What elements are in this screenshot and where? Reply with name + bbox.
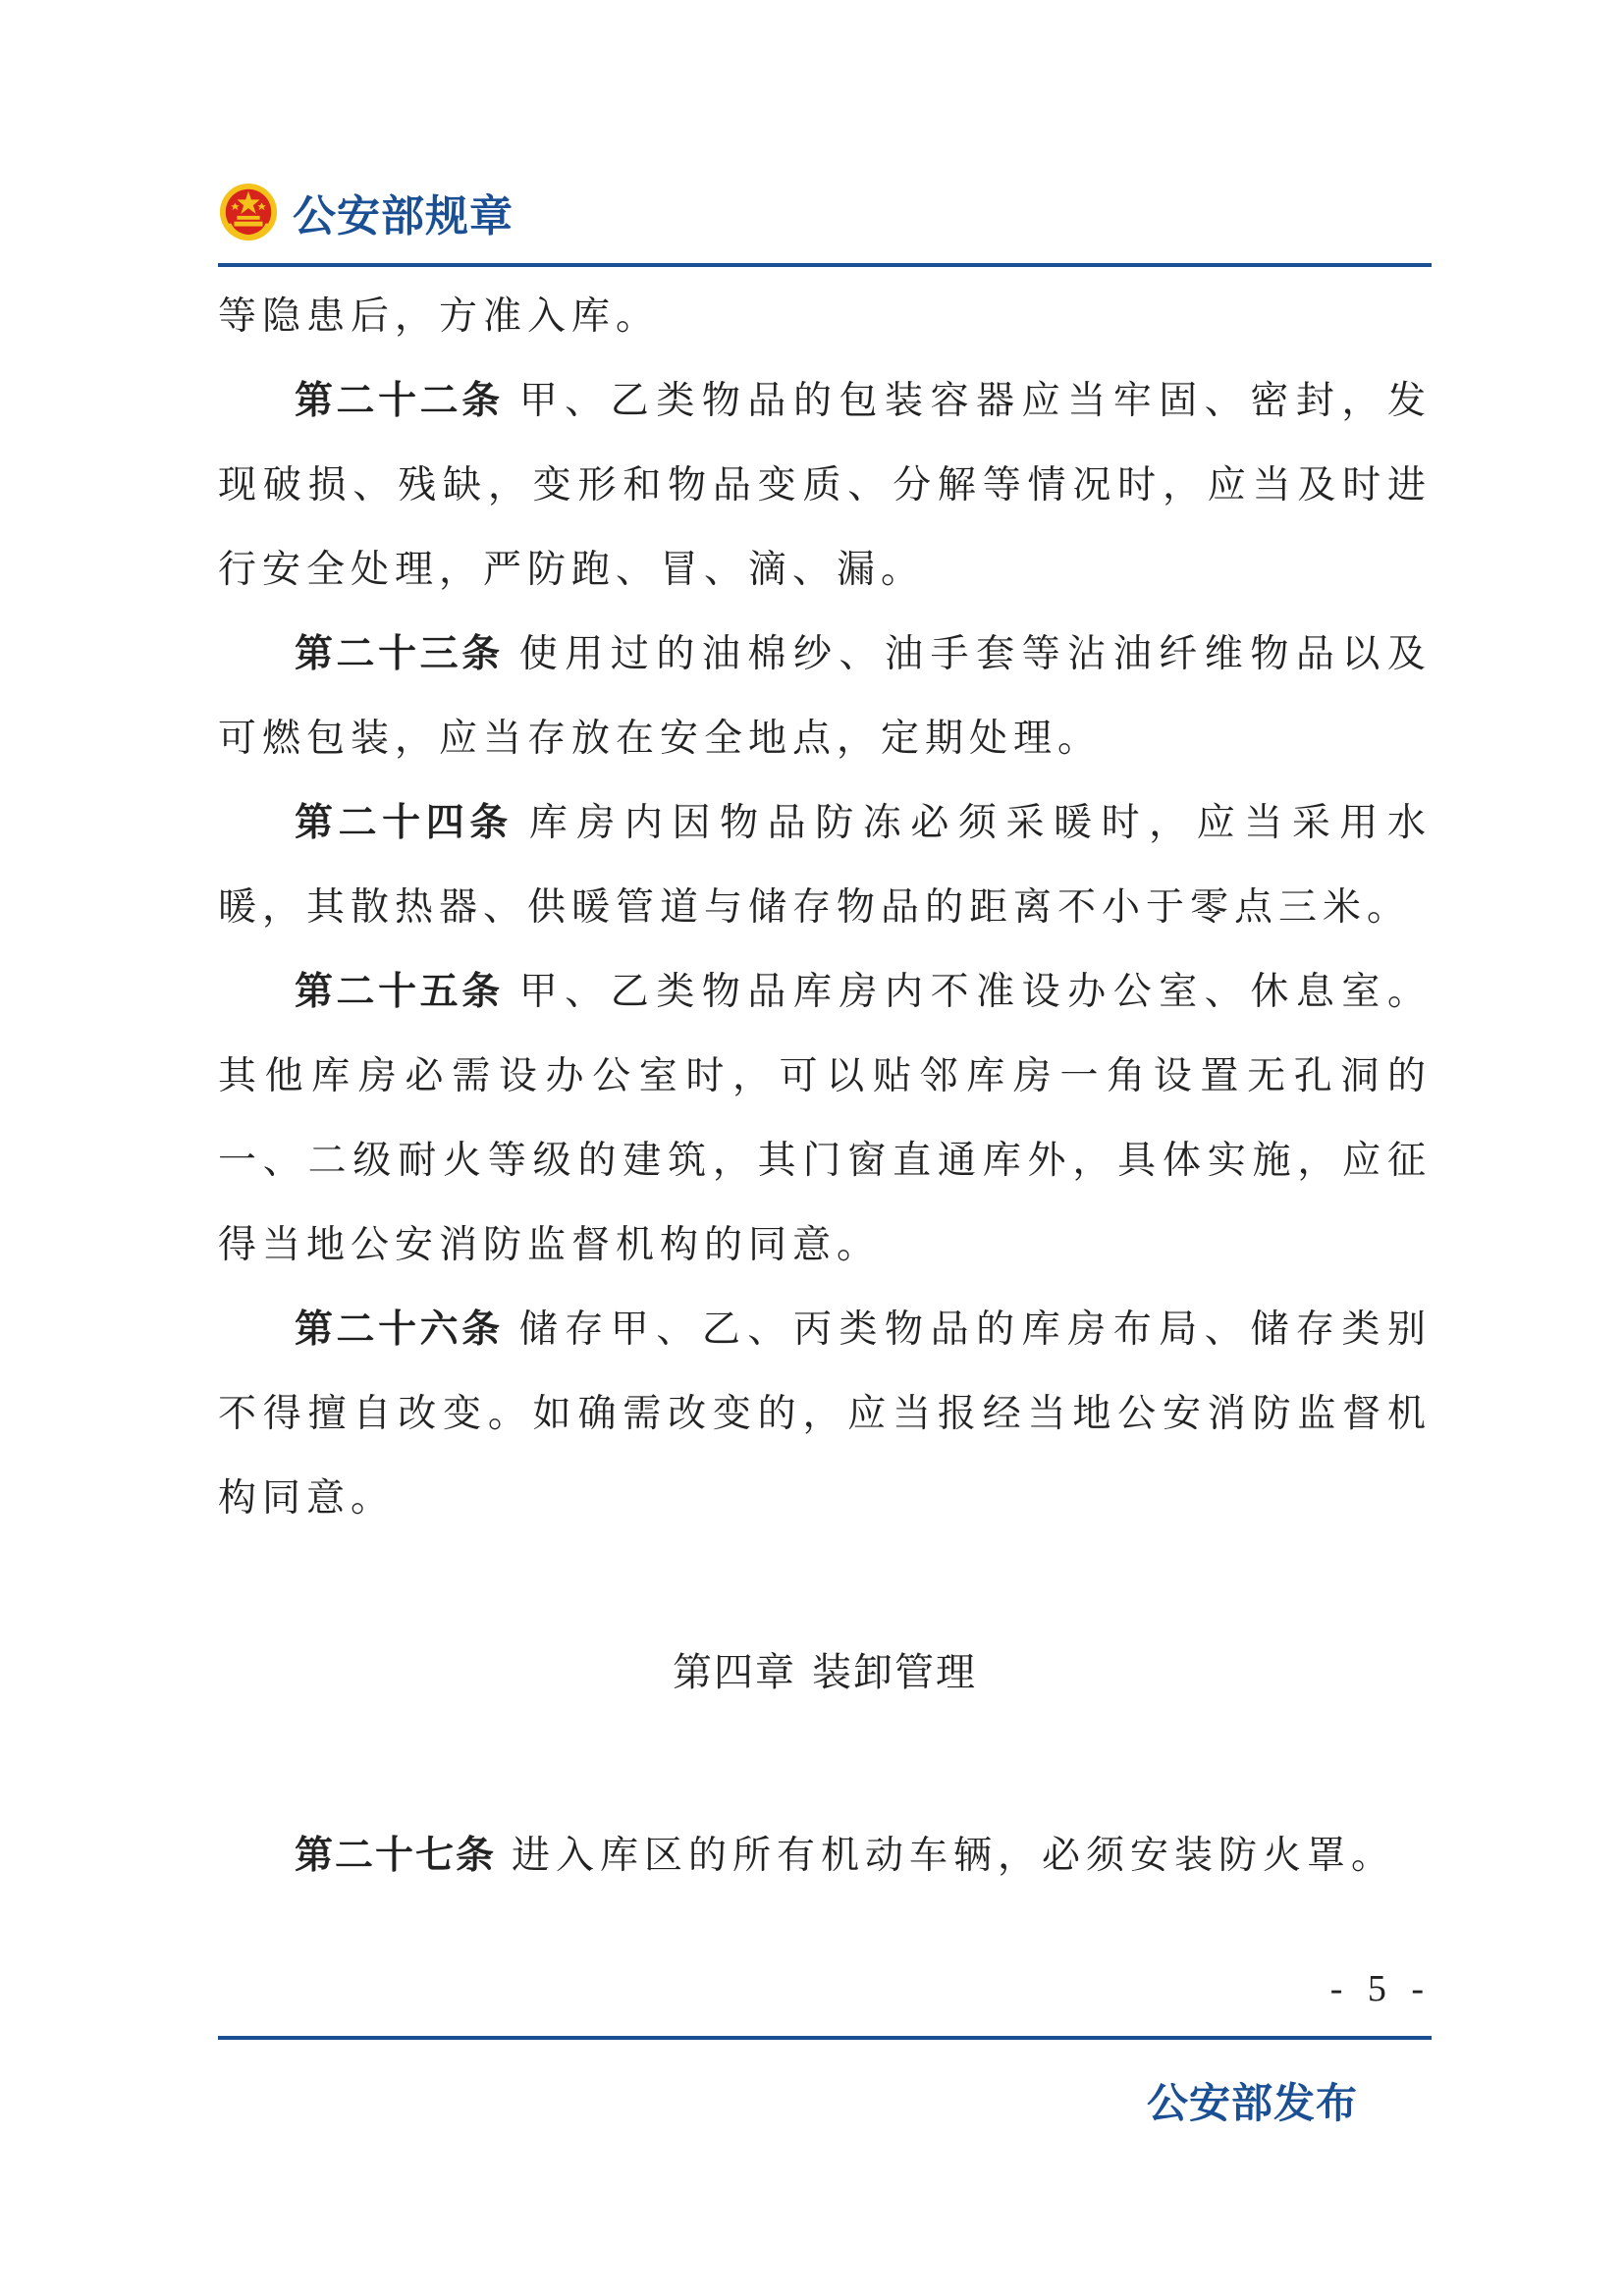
article-text: 甲、乙类物品的包装容器应当牢固、密封，发现破损、残缺，变形和物品变质、分解等情况时，应当及时进行安全处理，严防跑、冒、滴、漏。 — [218, 380, 1432, 591]
article-number: 第二十三条 — [295, 633, 504, 675]
article-text: 库房内因物品防冻必须采暖时，应当采用水暖，其散热器、供暖管道与储存物品的距离不小于零点三米。 — [218, 802, 1432, 929]
document-body-continued — [218, 1814, 1432, 1898]
article-number: 第二十五条 — [295, 971, 504, 1013]
header-title: 公安部规章 — [293, 192, 514, 240]
article-text: 甲、乙类物品库房内不准设办公室、休息室。其他库房必需设办公室时，可以贴邻库房一角设置无孔洞的一、二级耐火等级的建筑，其门窗直通库外，具体实施，应征得当地公安消防监督机构的同意。 — [218, 971, 1432, 1266]
paragraph — [218, 275, 1432, 359]
article-text: 进入库区的所有机动车辆，必须安装防火罩。 — [512, 1835, 1396, 1877]
footer-divider — [218, 2036, 1432, 2040]
article — [218, 781, 1432, 950]
article-number: 第二十六条 — [295, 1308, 504, 1351]
national-emblem-icon — [218, 182, 279, 242]
header-divider — [218, 263, 1432, 267]
article-number: 第二十二条 — [295, 380, 504, 422]
paragraph-text: 等隐患后，方准入库。 — [218, 295, 661, 338]
article — [218, 1814, 1432, 1898]
article-number: 第二十七条 — [295, 1835, 497, 1877]
article — [218, 613, 1432, 781]
chapter-title: 装卸管理 — [812, 1651, 977, 1694]
document-body — [218, 275, 1432, 1541]
header — [218, 173, 514, 251]
article-text: 储存甲、乙、丙类物品的库房布局、储存类别不得擅自改变。如确需改变的，应当报经当地公安消防监督机构同意。 — [218, 1308, 1432, 1520]
chapter-number: 第四章 — [673, 1651, 796, 1694]
article-text: 使用过的油棉纱、油手套等沾油纤维物品以及可燃包装，应当存放在安全地点，定期处理。 — [218, 633, 1432, 760]
article — [218, 1288, 1432, 1541]
article — [218, 359, 1432, 613]
footer-brand: 公安部发布 — [1147, 2080, 1359, 2126]
chapter-heading — [218, 1641, 1432, 1697]
article — [218, 950, 1432, 1288]
article-number: 第二十四条 — [295, 802, 514, 844]
page-number: - 5 - — [1329, 1968, 1432, 2009]
